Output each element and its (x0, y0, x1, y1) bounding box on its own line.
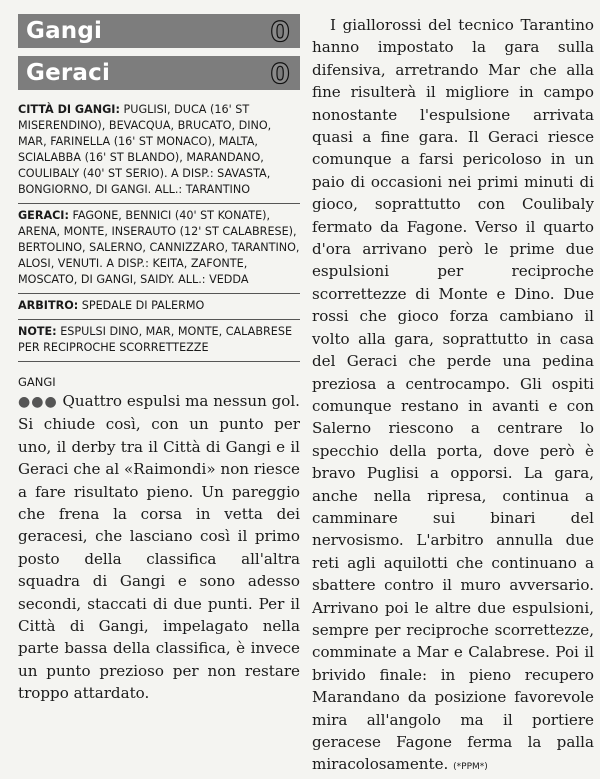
lineup-gangi (18, 98, 300, 204)
author-signature: (*PPM*) (453, 762, 488, 773)
referee-label: ARBITRO: (18, 299, 79, 312)
lineup-geraci (18, 204, 300, 294)
score-bar-geraci (18, 56, 300, 90)
team-name: Geraci (26, 60, 111, 86)
team-score: 0 (270, 14, 290, 48)
lineup-label: GERACI: (18, 209, 69, 222)
paragraph-text: I giallorossi del tecnico Tarantino hanno impostato la gara sulla difensiva, arretrando Mar che alla fine risulterà il migliore in campo nonostante l'espulsione arrivata quasi a fine gara. Il Geraci riesce comunque a farsi pericoloso in un paio di occasioni nei primi minuti di gioco, soprattutto con Coulibaly fermato da Fagone. Verso il quarto d'ora arrivano però le prime due espulsioni per reciproche scorrettezze di Monte e Dino. Due rossi che gioco forza cambiano il volto alla gara, soprattutto in casa del Geraci che perde una pedina preziosa a centrocampo. Gli ospiti comunque restano in avanti e con Salerno riescono a centrare lo specchio della porta, dove però è bravo Puglisi a opporsi. La gara, anche nella ripresa, continua a camminare sui binari del nervosismo. L'arbitro annulla due reti agli aquilotti che continuano a sbattere contro il muro avversario. Arrivano poi le altre due espulsioni, sempre per reciproche scorrettezze, comminate a Mar e Calabrese. Poi il brivido finale: in pieno recupero Marandano da posizione favorevole mira all'angolo ma il portiere geracese Fagone ferma la palla miracolosamente. (312, 16, 594, 774)
paragraph-text: Quattro espulsi ma nessun gol. Si chiude così, con un punto per uno, il derby tra il Città di Gangi e il Geraci che al «Raimondi» non riesce a fare risultato pieno. Un pareggio che frena la corsa in vetta dei geracesi, che lasciano così il primo posto della classifica all'altra squadra di Gangi e sono adesso secondi, staccati di due punti. Per il Città di Gangi, impelagato nella parte bassa della classifica, è invece un punto prezioso per non restare troppo attardato. (18, 392, 300, 703)
referee-info (18, 294, 300, 320)
lineup-text: FAGONE, BENNICI (40' ST KONATE), ARENA, MONTE, INSERAUTO (12' ST CALABRESE), BERTOLINO, SALERNO, CANNIZZARO, TARANTINO, ALOSI, VENUTI. A DISP.: KEITA, ZAFONTE, MOSCATO, DI GANGI, SAIDY. ALL.: VEDDA (18, 209, 300, 286)
left-column (18, 14, 300, 705)
dateline: GANGI (18, 375, 56, 389)
right-column (312, 14, 594, 779)
notes-text: ESPULSI DINO, MAR, MONTE, CALABRESE PER RECIPROCHE SCORRETTEZZE (18, 325, 293, 354)
notes-label: NOTE: (18, 325, 57, 338)
match-notes (18, 320, 300, 362)
article-paragraph-2 (312, 14, 594, 779)
lineup-label: CITTÀ DI GANGI: (18, 103, 120, 116)
score-bar-gangi (18, 14, 300, 48)
team-score: 0 (270, 56, 290, 90)
article-paragraph-1 (18, 390, 300, 705)
lead-marker-icon: ●●● (18, 394, 58, 410)
referee-text: SPEDALE DI PALERMO (81, 299, 205, 312)
team-name: Gangi (26, 18, 103, 44)
lineup-text: PUGLISI, DUCA (16' ST MISERENDINO), BEVACQUA, BRUCATO, DINO, MAR, FARINELLA (16' ST MONACO), MALTA, SCIALABBA (16' ST BLANDO), MARANDANO, COULIBALY (40' ST SERIO). A DISP.: SAVASTA, BONGIORNO, DI GANGI. ALL.: TARANTINO (18, 103, 272, 196)
